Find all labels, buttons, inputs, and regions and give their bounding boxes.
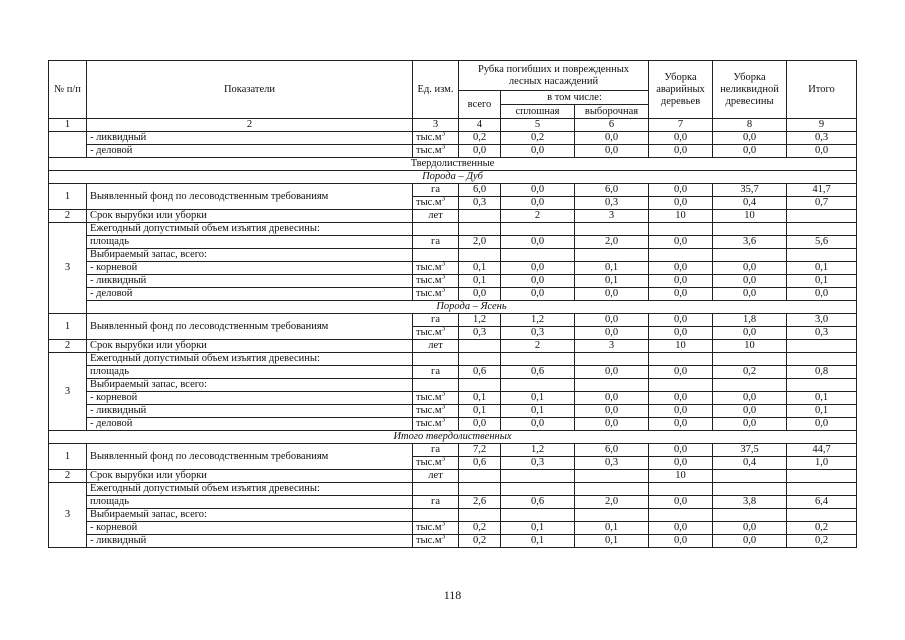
unit-cell: $тыс.м^3$ <box>413 145 459 158</box>
row-label: Срок вырубки или уборки <box>87 340 413 353</box>
table-row: - ликвидный $тыс.м^3$ 0,2 0,2 0,0 0,0 0,0 0,3 <box>49 132 857 145</box>
table-row: $тыс.м^3$ 0,3 0,0 0,3 0,0 0,4 0,7 <box>49 197 857 210</box>
colnum: 7 <box>649 119 713 132</box>
table-row <box>49 379 857 392</box>
table-row: - деловой $тыс.м^3$ 0,0 0,0 0,0 0,0 0,0 0,0 <box>49 418 857 431</box>
table-row: $тыс.м^3$ 0,3 0,3 0,0 0,0 0,0 0,3 <box>49 327 857 340</box>
table-row: 3 Ежегодный допустимый объем изъятия древесины: <box>49 353 857 366</box>
unit-cell: $тыс.м^3$ <box>413 262 459 275</box>
row-label: площадь <box>87 496 413 509</box>
row-label: Выявленный фонд по лесоводственным требованиям <box>87 184 413 210</box>
section-row <box>49 301 857 314</box>
table-row: площадь га 0,6 0,6 0,0 0,0 0,2 0,8 <box>49 366 857 379</box>
section-title-total: Итого твердолиственных <box>49 431 857 444</box>
section-title-oak: Порода – Дуб <box>49 171 857 184</box>
table-row <box>49 509 857 522</box>
row-label: - деловой <box>87 288 413 301</box>
unit-cell: $тыс.м^3$ <box>413 392 459 405</box>
colnum: 2 <box>87 119 413 132</box>
row-label: площадь <box>87 366 413 379</box>
table-row: - деловой $тыс.м^3$ 0,0 0,0 0,0 0,0 0,0 0,0 <box>49 288 857 301</box>
colnum: 4 <box>459 119 501 132</box>
colnum: 8 <box>713 119 787 132</box>
header-num: № п/п <box>49 61 87 119</box>
row-label: - ликвидный <box>87 405 413 418</box>
header-total: всего <box>459 91 501 119</box>
header-including: в том числе: <box>501 91 649 105</box>
column-numbers-row <box>49 119 857 132</box>
header-emergency: Уборка аварийных деревьев <box>649 61 713 119</box>
table-row: площадь га 2,6 0,6 2,0 0,0 3,8 6,4 <box>49 496 857 509</box>
unit-cell: $тыс.м^3$ <box>413 327 459 340</box>
header-sum: Итого <box>787 61 857 119</box>
colnum: 9 <box>787 119 857 132</box>
table-row: - ликвидный $тыс.м^3$ 0,2 0,1 0,1 0,0 0,0 0,2 <box>49 535 857 548</box>
unit-cell: га <box>413 444 459 457</box>
table-row: - ликвидный $тыс.м^3$ 0,1 0,0 0,1 0,0 0,0 0,1 <box>49 275 857 288</box>
table-row: - ликвидный $тыс.м^3$ 0,1 0,1 0,0 0,0 0,0 0,1 <box>49 405 857 418</box>
header-selective: выборочная <box>575 105 649 119</box>
header-unit: Ед. изм. <box>413 61 459 119</box>
row-label: - корневой <box>87 262 413 275</box>
row-label: - ликвидный <box>87 535 413 548</box>
page-number: 118 <box>443 588 462 602</box>
row-label: Ежегодный допустимый объем изъятия древесины: <box>87 223 413 236</box>
table-row: - деловой $тыс.м^3$ 0,0 0,0 0,0 0,0 0,0 0,0 <box>49 145 857 158</box>
unit-cell: $тыс.м^3$ <box>413 132 459 145</box>
unit-cell: $тыс.м^3$ <box>413 275 459 288</box>
row-label: - ликвидный <box>87 275 413 288</box>
unit-cell: $тыс.м^3$ <box>413 197 459 210</box>
table-row: - корневой $тыс.м^3$ 0,1 0,1 0,0 0,0 0,0 0,1 <box>49 392 857 405</box>
row-label: Срок вырубки или уборки <box>87 470 413 483</box>
unit-cell: $тыс.м^3$ <box>413 522 459 535</box>
section-row <box>49 158 857 171</box>
table-row: площадь га 2,0 0,0 2,0 0,0 3,6 5,6 <box>49 236 857 249</box>
table-row: 1 Выявленный фонд по лесоводственным требованиям га 6,0 0,0 6,0 0,0 35,7 41,7 <box>49 184 857 197</box>
colnum: 6 <box>575 119 649 132</box>
unit-cell: лет <box>413 340 459 353</box>
group-title: Твердолиственные <box>49 158 857 171</box>
row-label: Выбираемый запас, всего: <box>87 509 413 522</box>
unit-cell: лет <box>413 210 459 223</box>
row-label: - деловой <box>87 145 413 158</box>
table-row: 2 Срок вырубки или уборки лет 10 <box>49 470 857 483</box>
table-row: 3 Ежегодный допустимый объем изъятия древесины: <box>49 483 857 496</box>
row-label: Срок вырубки или уборки <box>87 210 413 223</box>
section-row <box>49 431 857 444</box>
unit-cell: $тыс.м^3$ <box>413 457 459 470</box>
colnum: 1 <box>49 119 87 132</box>
table-row: 1 Выявленный фонд по лесоводственным требованиям га 1,2 1,2 0,0 0,0 1,8 3,0 <box>49 314 857 327</box>
colnum: 3 <box>413 119 459 132</box>
unit-cell: $тыс.м^3$ <box>413 405 459 418</box>
table-row: 1 Выявленный фонд по лесоводственным требованиям га 7,2 1,2 6,0 0,0 37,5 44,7 <box>49 444 857 457</box>
unit-cell: $тыс.м^3$ <box>413 535 459 548</box>
unit-cell: га <box>413 236 459 249</box>
row-label: - ликвидный <box>87 132 413 145</box>
forestry-table <box>48 60 857 548</box>
table-row: $тыс.м^3$ 0,6 0,3 0,3 0,0 0,4 1,0 <box>49 457 857 470</box>
table-row: 2 Срок вырубки или уборки лет 2 3 10 10 <box>49 340 857 353</box>
section-row <box>49 171 857 184</box>
row-label: Ежегодный допустимый объем изъятия древесины: <box>87 353 413 366</box>
unit-cell: га <box>413 366 459 379</box>
header-indicator: Показатели <box>87 61 413 119</box>
table-row: - корневой $тыс.м^3$ 0,2 0,1 0,1 0,0 0,0 0,2 <box>49 522 857 535</box>
section-title-ash: Порода – Ясень <box>87 301 857 314</box>
unit-cell: га <box>413 496 459 509</box>
unit-cell: га <box>413 314 459 327</box>
row-label: - деловой <box>87 418 413 431</box>
unit-cell: $тыс.м^3$ <box>413 288 459 301</box>
row-label: Ежегодный допустимый объем изъятия древесины: <box>87 483 413 496</box>
row-label: площадь <box>87 236 413 249</box>
header-clear: сплошная <box>501 105 575 119</box>
unit-cell: га <box>413 184 459 197</box>
row-label: Выявленный фонд по лесоводственным требованиям <box>87 444 413 470</box>
table-row <box>49 249 857 262</box>
table-row: 2 Срок вырубки или уборки лет 2 3 10 10 <box>49 210 857 223</box>
row-label: Выбираемый запас, всего: <box>87 249 413 262</box>
table-row: - корневой $тыс.м^3$ 0,1 0,0 0,1 0,0 0,0 0,1 <box>49 262 857 275</box>
table-row: 3 Ежегодный допустимый объем изъятия древесины: <box>49 223 857 236</box>
unit-cell: лет <box>413 470 459 483</box>
header-felling: Рубка погибших и поврежденных лесных насаждений <box>459 61 649 91</box>
colnum: 5 <box>501 119 575 132</box>
row-label: Выявленный фонд по лесоводственным требованиям <box>87 314 413 340</box>
row-label: - корневой <box>87 522 413 535</box>
unit-cell: $тыс.м^3$ <box>413 418 459 431</box>
row-label: - корневой <box>87 392 413 405</box>
header-nonliquid: Уборка неликвидной древесины <box>713 61 787 119</box>
row-label: Выбираемый запас, всего: <box>87 379 413 392</box>
